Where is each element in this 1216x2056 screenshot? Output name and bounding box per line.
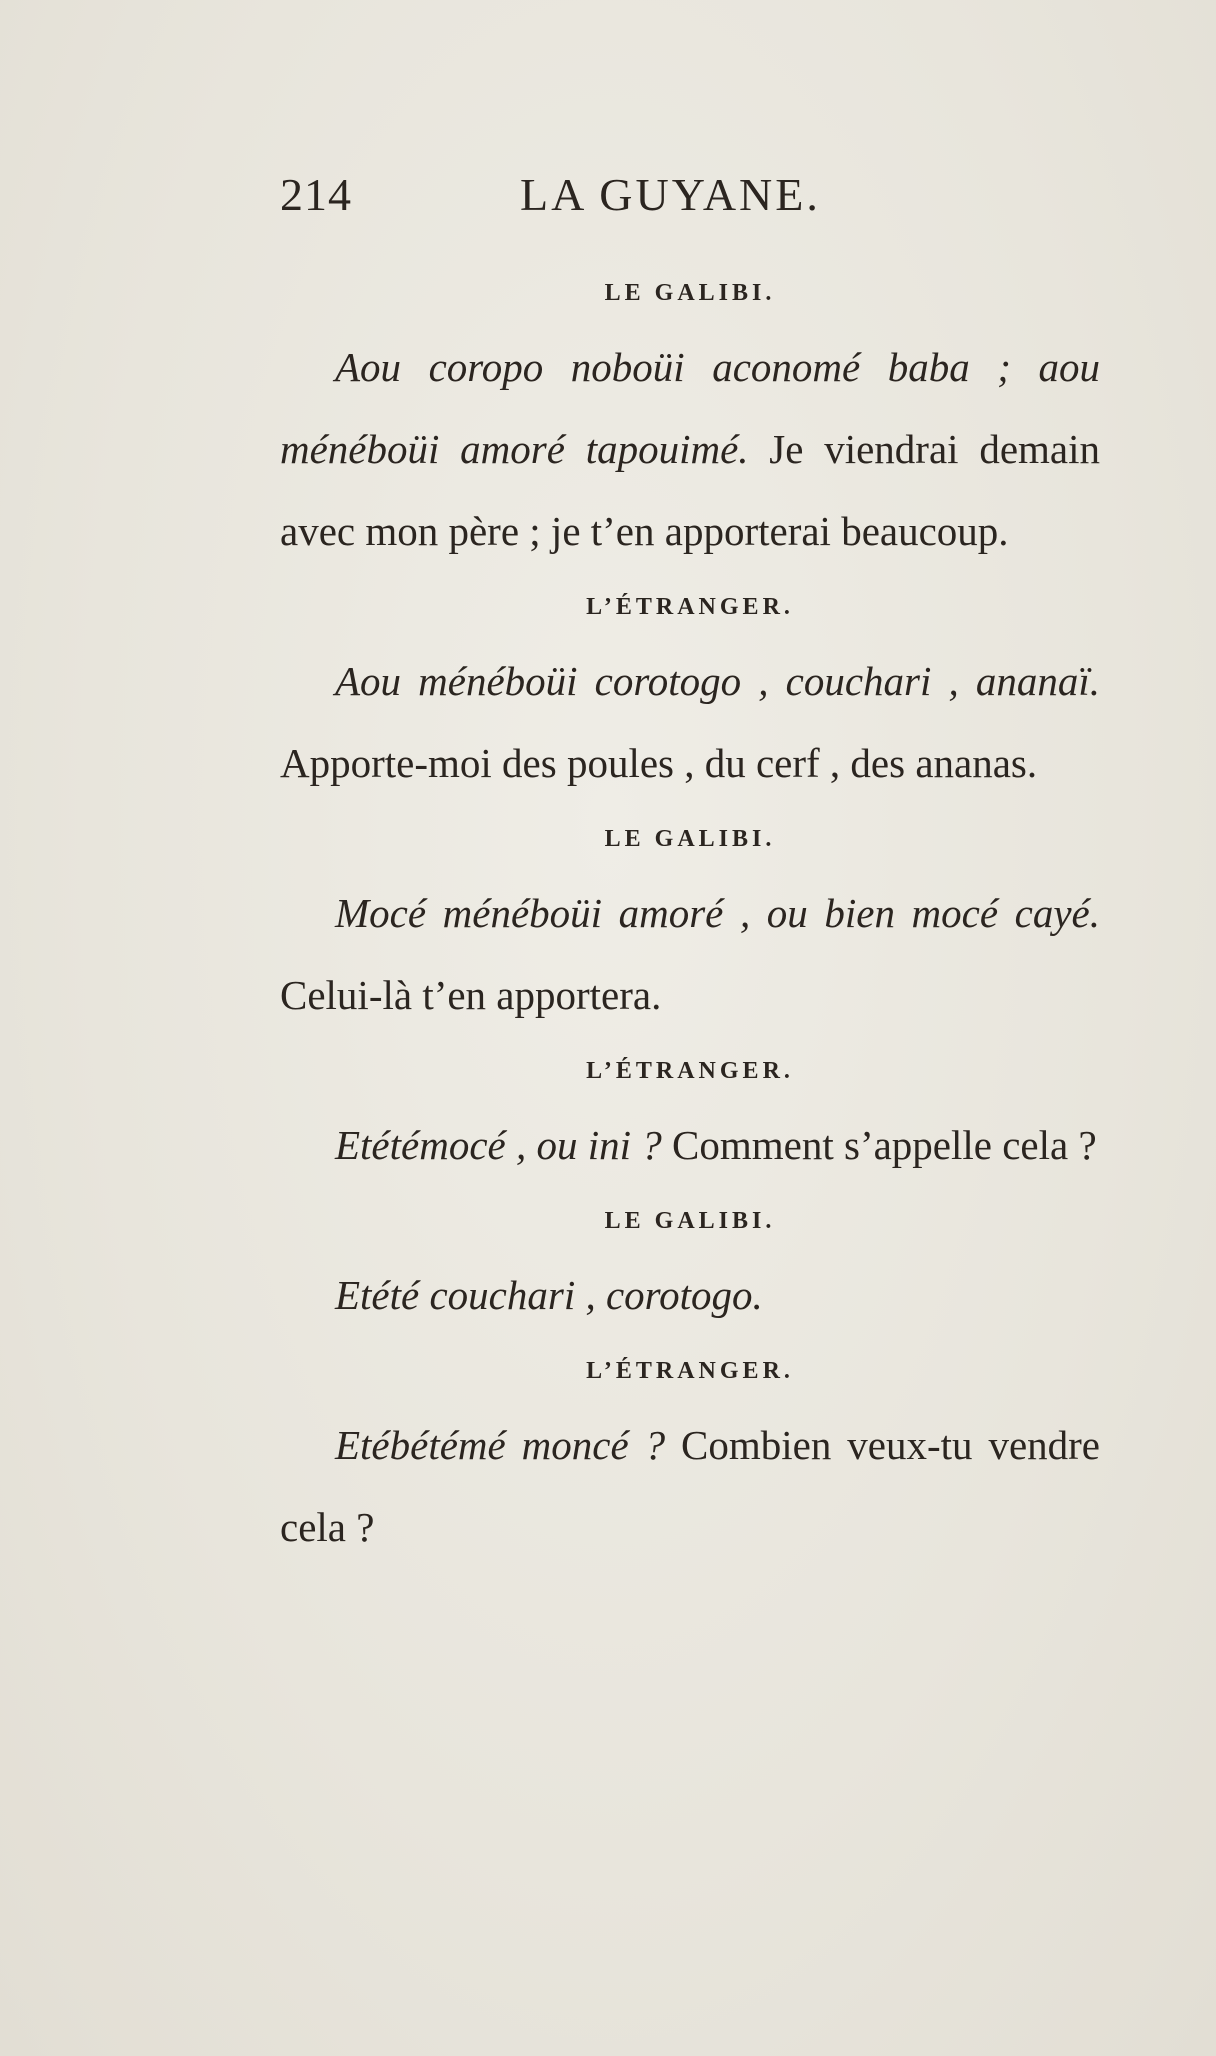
galibi-phrase: Aou coropo noboüi aconomé baba ; aou ménéboüi amoré tapouimé.	[280, 344, 1100, 472]
french-translation: Comment s’appelle cela ?	[672, 1122, 1097, 1168]
dialogue-paragraph	[280, 1104, 1100, 1186]
dialogue-paragraph	[280, 1254, 1100, 1336]
page-number: 214	[280, 169, 352, 220]
french-translation: Celui-là t’en apportera.	[280, 972, 662, 1018]
french-translation: Je viendrai demain avec mon père ; je t’en apporterai beaucoup.	[280, 426, 1100, 554]
galibi-phrase: Etétémocé , ou ini ?	[335, 1122, 662, 1168]
dialogue-paragraph	[280, 872, 1100, 1036]
dialogue-text	[280, 258, 1100, 1568]
galibi-phrase: Aou ménéboüi corotogo , couchari , ananaï.	[335, 658, 1100, 704]
galibi-phrase: Etébétémé moncé ?	[335, 1422, 666, 1468]
running-head	[280, 168, 1100, 228]
speaker-heading: LE GALIBI.	[604, 826, 776, 852]
dialogue-paragraph	[280, 640, 1100, 804]
galibi-phrase: Mocé ménéboüi amoré , ou bien mocé cayé.	[335, 890, 1100, 936]
speaker-heading: LE GALIBI.	[604, 280, 776, 306]
speaker-heading: L’ÉTRANGER.	[586, 1058, 794, 1084]
dialogue-paragraph	[280, 326, 1100, 572]
running-title: LA GUYANE.	[520, 169, 821, 220]
speaker-heading: L’ÉTRANGER.	[586, 1358, 794, 1384]
speaker-heading: LE GALIBI.	[604, 1208, 776, 1234]
french-translation: Apporte-moi des poules , du cerf , des ananas.	[280, 740, 1038, 786]
french-translation: Combien veux-tu vendre cela ?	[280, 1422, 1101, 1550]
dialogue-paragraph	[280, 1404, 1100, 1568]
speaker-heading: L’ÉTRANGER.	[586, 594, 794, 620]
galibi-phrase: Etété couchari , corotogo.	[335, 1272, 763, 1318]
